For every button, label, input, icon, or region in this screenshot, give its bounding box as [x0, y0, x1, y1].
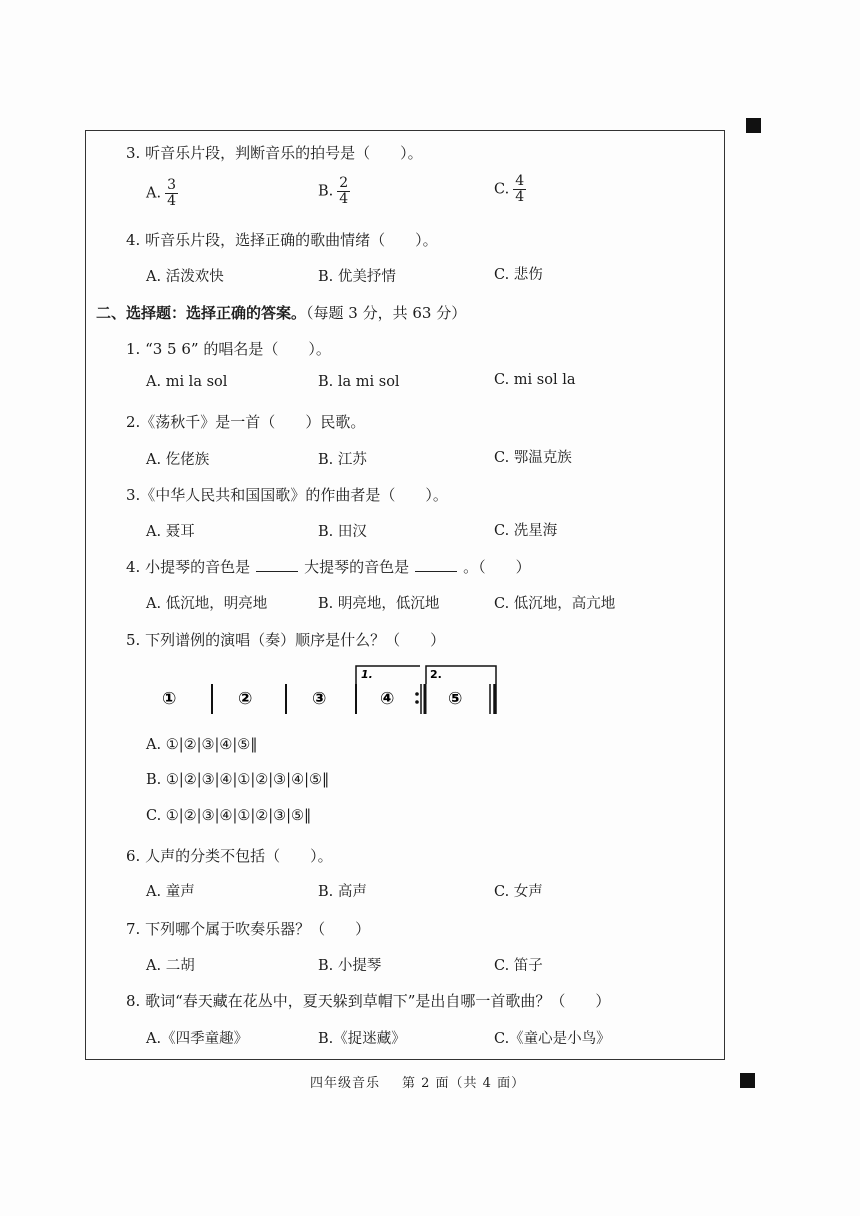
- question-2-stem: 2.《荡秋千》是一首（ ）民歌。: [126, 413, 366, 431]
- second-ending-label: 2.: [430, 668, 442, 681]
- question-8-option-b: B.《捉迷藏》: [318, 1031, 406, 1047]
- listen-q4-stem: 4. 听音乐片段，选择正确的歌曲情绪（ ）。: [126, 231, 438, 249]
- question-2-option-b: B. 江苏: [318, 452, 367, 468]
- question-4-stem: 4. 小提琴的音色是 大提琴的音色是 。（ ）: [126, 558, 531, 576]
- section-2-heading: 二、选择题：选择正确的答案。（每题 3 分，共 63 分）: [96, 304, 467, 322]
- question-3-stem: 3.《中华人民共和国国歌》的作曲者是（ ）。: [126, 486, 448, 504]
- question-6-stem: 6. 人声的分类不包括（ ）。: [126, 847, 333, 865]
- footer-subject: 四年级音乐: [310, 1076, 381, 1091]
- question-6-option-b: B. 高声: [318, 884, 367, 900]
- score-diagram: [150, 660, 520, 720]
- question-2-option-a: A. 仡佬族: [146, 452, 210, 468]
- question-8-stem: 8. 歌词“春天藏在花丛中，夏天躲到草帽下”是出自哪一首歌曲？（ ）: [126, 992, 611, 1010]
- question-1-option-b: B. la mi sol: [318, 374, 400, 390]
- listen-q3-stem: 3. 听音乐片段，判断音乐的拍号是（ ）。: [126, 144, 423, 162]
- question-7-option-a: A. 二胡: [146, 958, 195, 974]
- question-7-option-c: C. 笛子: [494, 958, 543, 974]
- question-6-option-a: A. 童声: [146, 884, 195, 900]
- answer-blank-1: [256, 570, 298, 572]
- question-5-option-c: C. ①|②|③|④|①|②|③|⑤‖: [146, 808, 312, 824]
- page-footer: [310, 1072, 547, 1091]
- question-7-option-b: B. 小提琴: [318, 958, 382, 974]
- listen-q3-option-b: B. $\frac{2}{4}$: [318, 175, 349, 207]
- question-7-stem: 7. 下列哪个属于吹奏乐器？（ ）: [126, 920, 371, 938]
- question-1-option-a: A. mi la sol: [146, 374, 228, 390]
- listen-q4-option-b: B. 优美抒情: [318, 269, 396, 285]
- measure-5: ⑤: [448, 689, 463, 709]
- question-8-option-a: A.《四季童趣》: [146, 1031, 249, 1047]
- question-3-option-a: A. 聂耳: [146, 524, 195, 540]
- measure-3: ③: [312, 689, 327, 709]
- question-2-option-c: C. 鄂温克族: [494, 450, 572, 466]
- answer-blank-2: [415, 570, 457, 572]
- question-5-option-a: A. ①|②|③|④|⑤‖: [146, 737, 258, 753]
- repeat-dot: [415, 700, 419, 704]
- question-4-option-a: A. 低沉地，明亮地: [146, 596, 268, 612]
- measure-1: ①: [162, 689, 177, 709]
- repeat-dot: [415, 692, 419, 696]
- registration-mark-top-right: [746, 118, 761, 133]
- footer-page-number: 第 2 面（共 4 面）: [402, 1076, 526, 1091]
- measure-2: ②: [238, 689, 253, 709]
- registration-mark-bottom-right: [740, 1073, 755, 1088]
- question-4-option-b: B. 明亮地，低沉地: [318, 596, 440, 612]
- question-1-option-c: C. mi sol la: [494, 372, 576, 388]
- listen-q4-option-c: C. 悲伤: [494, 267, 543, 283]
- first-ending-label: 1.: [361, 668, 373, 681]
- question-4-option-c: C. 低沉地，高亢地: [494, 596, 616, 612]
- question-1-stem: 1. “3 5 6” 的唱名是（ ）。: [126, 340, 331, 358]
- question-3-option-b: B. 田汉: [318, 524, 367, 540]
- listen-q4-option-a: A. 活泼欢快: [146, 269, 224, 285]
- question-3-option-c: C. 冼星海: [494, 523, 558, 539]
- question-6-option-c: C. 女声: [494, 884, 543, 900]
- question-5-stem: 5. 下列谱例的演唱（奏）顺序是什么？（ ）: [126, 631, 446, 649]
- question-5-option-b: B. ①|②|③|④|①|②|③|④|⑤‖: [146, 772, 330, 788]
- measure-4: ④: [380, 689, 395, 709]
- question-8-option-c: C.《童心是小鸟》: [494, 1031, 611, 1047]
- listen-q3-option-a: A. $\frac{3}{4}$: [146, 177, 177, 209]
- listen-q3-option-c: C. $\frac{4}{4}$: [494, 173, 525, 205]
